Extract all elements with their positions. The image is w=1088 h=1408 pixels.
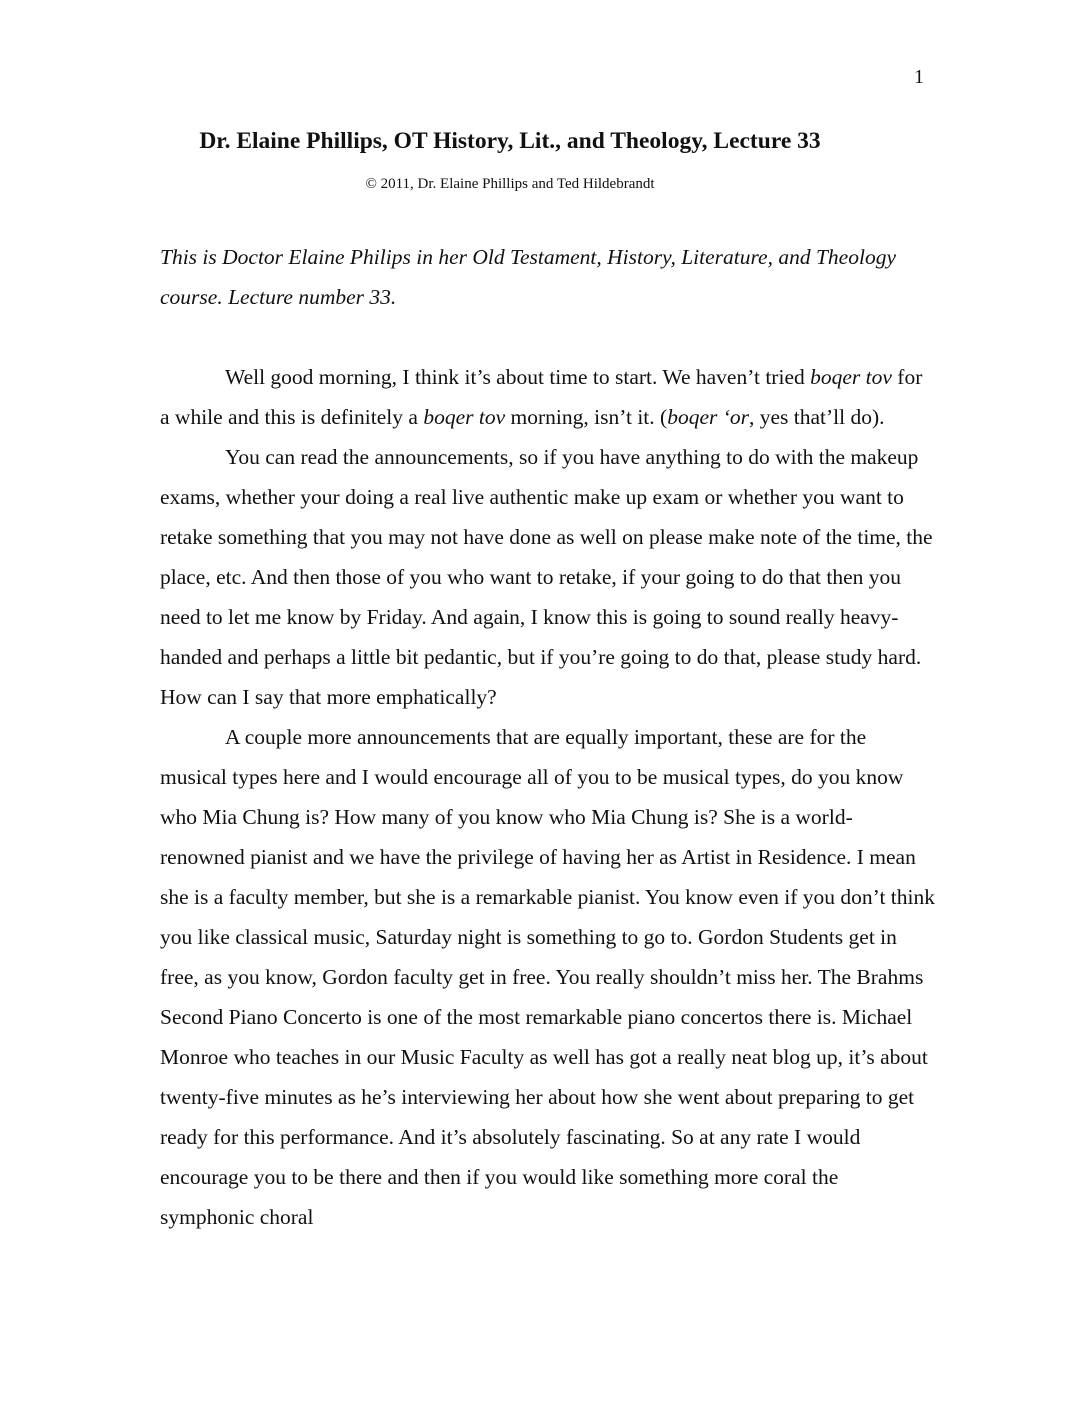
document-body <box>160 237 935 1237</box>
paragraph-1-italic-a: boqer tov <box>810 365 892 389</box>
copyright-line: © 2011, Dr. Elaine Phillips and Ted Hildebrandt <box>365 176 655 192</box>
paragraph-1-text-c: morning, isn’t it. ( <box>505 405 668 429</box>
paragraph-1-italic-c: boqer ‘or <box>667 405 749 429</box>
paragraph-1-text-d: , yes that’ll do). <box>749 405 885 429</box>
document-title: Dr. Elaine Phillips, OT History, Lit., and Theology, Lecture 33 <box>199 128 821 154</box>
paragraph-1-italic-b: boqer tov <box>423 405 506 429</box>
paragraph-2: You can read the announcements, so if you have anything to do with the makeup exams, whether your doing a real live authentic make up exam or whether you want to retake something that you may not have done as well on please make note of the time, the place, etc. And then those of you who want to retake, if your going to do that then you need to let me know by Friday. And again, I know this is going to sound really heavy-handed and perhaps a little bit pedantic, but if you’re going to do that, please study hard. How can I say that more emphatically? <box>160 445 933 709</box>
paragraph-1-text-b: for a while and this is definitely a <box>160 365 923 429</box>
paragraph-1-text-a: Well good morning, I think it’s about time to start. We haven’t tried <box>225 365 811 389</box>
paragraph-3: A couple more announcements that are equally important, these are for the musical types here and I would encourage all of you to be musical types, do you know who Mia Chung is? How many of you know who Mia Chung is? She is a world-renowned pianist and we have the privilege of having her as Artist in Residence. I mean she is a faculty member, but she is a remarkable pianist. You know even if you don’t think you like classical music, Saturday night is something to go to. Gordon Students get in free, as you know, Gordon faculty get in free. You really shouldn’t miss her. The Brahms Second Piano Concerto is one of the most remarkable piano concertos there is. Michael Monroe who teaches in our Music Faculty as well has got a really neat blog up, it’s about twenty-five minutes as he’s interviewing her about how she went about preparing to get ready for this performance. And it’s absolutely fascinating. So at any rate I would encourage you to be there and then if you would like something more coral the symphonic choral <box>160 725 935 1229</box>
paragraph-1 <box>160 357 935 437</box>
intro-paragraph: This is Doctor Elaine Philips in her Old Testament, History, Literature, and Theology course. Lecture number 33. <box>160 245 896 309</box>
page-number: 1 <box>914 66 924 88</box>
paragraph-spacer <box>160 317 935 357</box>
